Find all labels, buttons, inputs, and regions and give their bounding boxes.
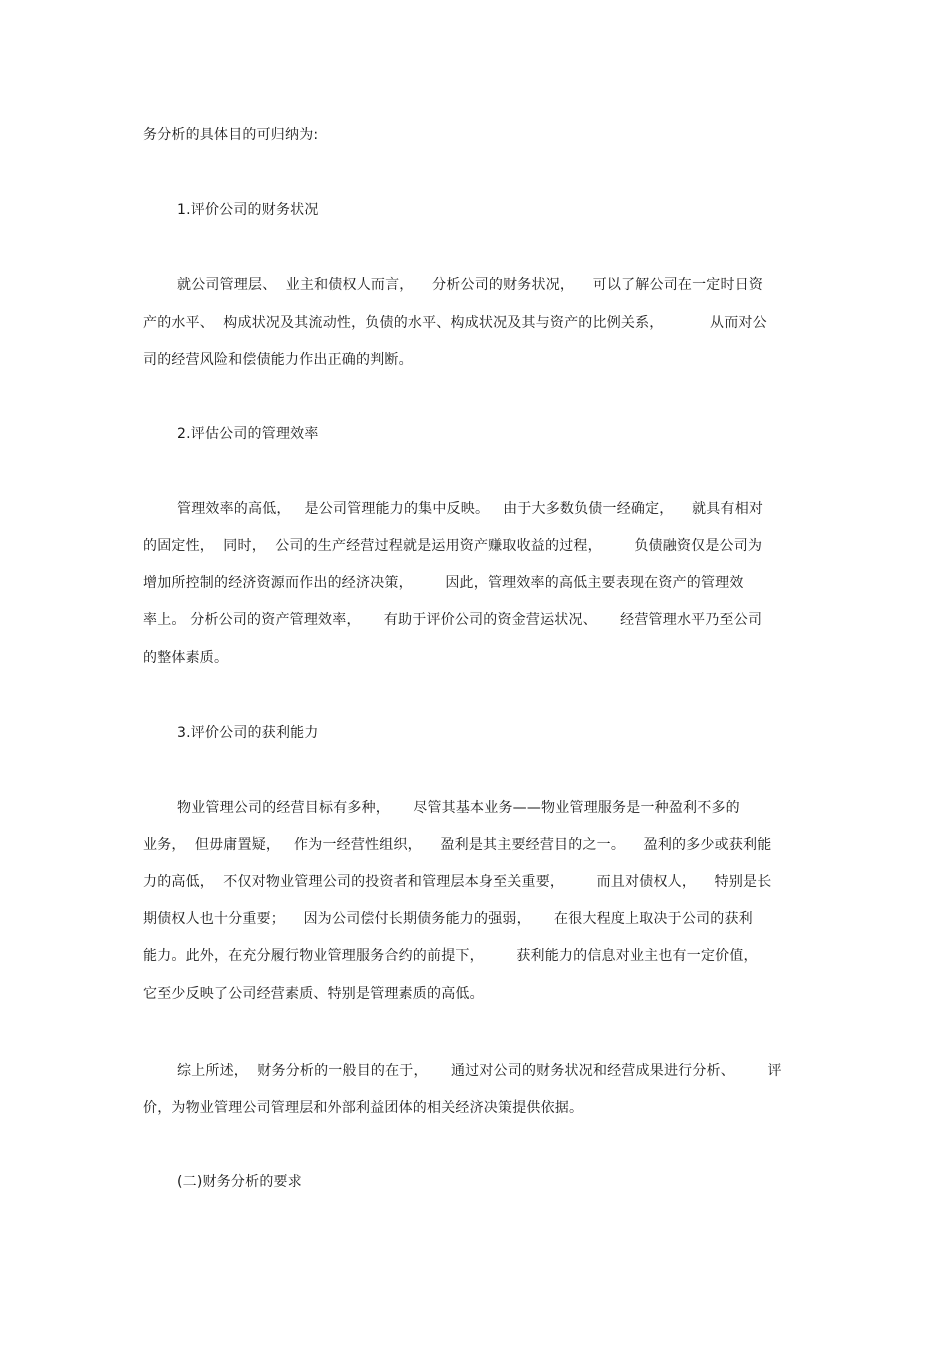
text-line: 业务， 但毋庸置疑， 作为一经营性组织， 盈利是其主要经营目的之一。 盈利的多少或获利能 [143,837,772,853]
text-line: 力的高低， 不仅对物业管理公司的投资者和管理层本身至关重要， 而且对债权人， 特别是长 [143,874,772,890]
text-line: 增加所控制的经济资源而作出的经济决策， 因此，管理效率的高低主要表现在资产的管理效 [143,575,744,591]
section-heading: (二)财务分析的要求 [177,1174,302,1190]
text-line: 产的水平、 构成状况及其流动性，负债的水平、构成状况及其与资产的比例关系， 从而对公 [143,315,767,331]
text-line: 率上。 分析公司的资产管理效率， 有助于评价公司的资金营运状况、 经营管理水平乃至公司 [143,612,763,628]
text-line: 司的经营风险和偿债能力作出正确的判断。 [143,352,413,368]
text-line: 价，为物业管理公司管理层和外部利益团体的相关经济决策提供依据。 [143,1100,584,1116]
text-line: 它至少反映了公司经营素质、特别是管理素质的高低。 [143,986,484,1002]
text-line: 就公司管理层、 业主和债权人而言， 分析公司的财务状况， 可以了解公司在一定时日资 [177,277,764,293]
text-line: 管理效率的高低， 是公司管理能力的集中反映。 由于大多数负债一经确定， 就具有相对 [177,501,764,517]
section-heading: 2.评估公司的管理效率 [177,426,319,442]
text-line: 能力。此外，在充分履行物业管理服务合约的前提下， 获利能力的信息对业主也有一定价值， [143,948,758,964]
text-line: 期债权人也十分重要； 因为公司偿付长期债务能力的强弱， 在很大程度上取决于公司的获利 [143,911,753,927]
text-line: 综上所述， 财务分析的一般目的在于， 通过对公司的财务状况和经营成果进行分析、 评 [177,1063,782,1079]
text-line: 的固定性， 同时， 公司的生产经营过程就是运用资产赚取收益的过程， 负债融资仅是公司为 [143,538,763,554]
section-heading: 3.评价公司的获利能力 [177,725,319,741]
text-line: 物业管理公司的经营目标有多种， 尽管其基本业务——物业管理服务是一种盈利不多的 [177,800,740,816]
text-line: 务分析的具体目的可归纳为: [143,127,319,143]
section-heading: 1.评价公司的财务状况 [177,202,319,218]
text-line: 的整体素质。 [143,650,229,666]
